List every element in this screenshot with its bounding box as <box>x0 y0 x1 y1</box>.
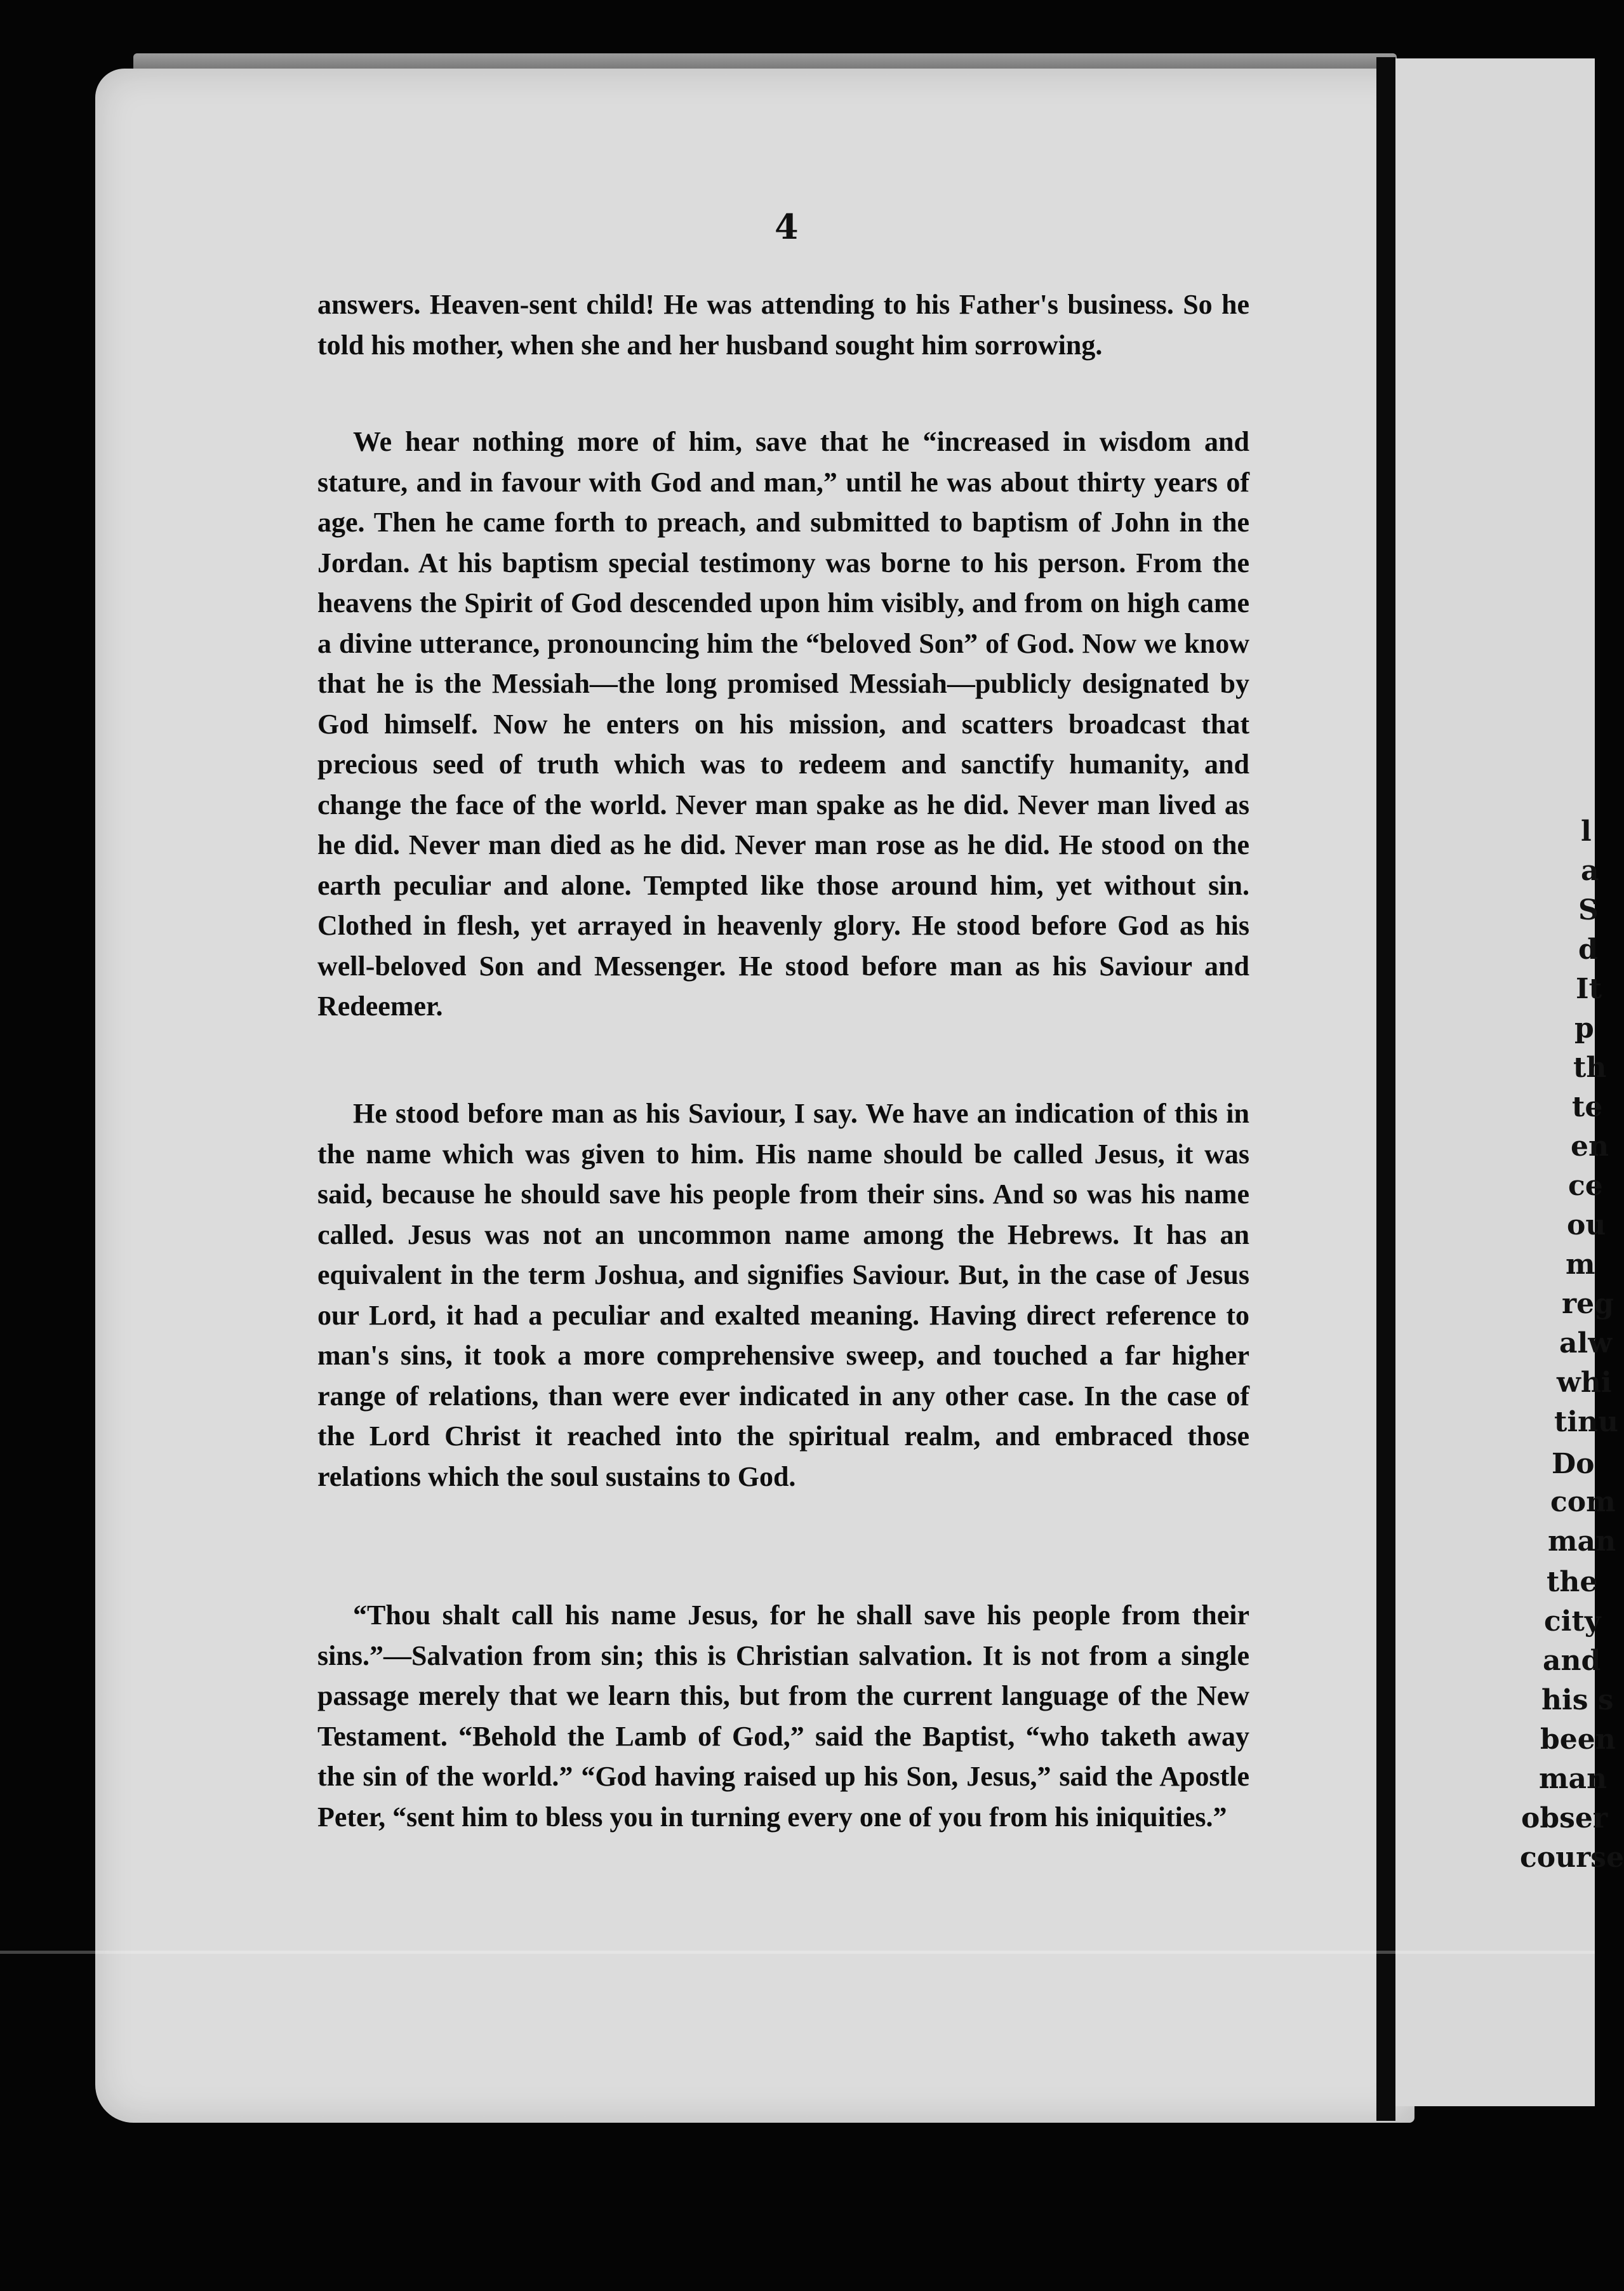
facing-page-fragment: and <box>1543 1645 1601 1677</box>
facing-page-fragment: man <box>1539 1763 1607 1795</box>
facing-page-fragment: com <box>1550 1486 1616 1518</box>
paragraph-3: He stood before man as his Saviour, I say. We have an indication of this in the name which was given to him. His name should be called Jesus, it was said, because he should save his people from their sins. And so was his name called. Jesus was not an uncommon name among the Hebrews. It has an equivalent in the term Joshua, and signifies Saviour. But, in the case of Jesus our Lord, it had a peculiar and exalted meaning. Having direct reference to man's sins, it took a more comprehensive sweep, and touched a far higher range of relations, than were ever indicated in any other case. In the case of the Lord Christ it reached into the spiritual realm, and embraced those relations which the soul sustains to God. <box>317 1098 1249 1492</box>
facing-page-fragment: d <box>1578 933 1598 966</box>
facing-page-fragment: city <box>1544 1605 1601 1638</box>
facing-page-fragment: te <box>1572 1091 1603 1123</box>
facing-page-fragment: S <box>1578 894 1599 926</box>
facing-page-fragment: ce <box>1568 1170 1603 1202</box>
paragraph-1: answers. Heaven-sent child! He was attending to his Father's business. So he told his mother, when she and her husband sought him sorrowing. <box>317 289 1249 361</box>
facing-page-fragment: a <box>1581 855 1599 887</box>
facing-page-fragment: obser <box>1521 1802 1608 1834</box>
facing-page-fragment: p <box>1574 1012 1594 1045</box>
paragraph-4: “Thou shalt call his name Jesus, for he shall save his people from their sins.”—Salvation from sin; this is Christian salvation. It is not from a single passage merely that we learn this, but from the current language of the New Testament. “Behold the Lamb of God,” said the Baptist, “who taketh away the sin of the world.” “God having raised up his Son, Jesus,” said the Apostle Peter, “sent him to bless you in turning every one of you from his iniquities.” <box>317 1600 1249 1833</box>
facing-page-fragment: been <box>1540 1723 1616 1756</box>
facing-page-fragment: l <box>1581 815 1592 848</box>
facing-page-fragment: course <box>1520 1841 1624 1874</box>
facing-page-fragment: whi <box>1557 1366 1612 1399</box>
facing-page <box>1395 58 1598 2106</box>
facing-page-fragment: en <box>1571 1130 1609 1163</box>
facing-page-fragment: ou <box>1567 1209 1606 1241</box>
paragraph-2: We hear nothing more of him, save that he “increased in wisdom and stature, and in favour with God and man,” until he was about thirty years of age. Then he came forth to preach, and submitted to baptism of John in the Jordan. At his baptism special testimony was borne to his person. From the heavens the Spirit of God descended upon him visibly, and from on high came a divine utterance, pronouncing him the “beloved Son” of God. Now we know that he is the Messiah—the long promised Messiah—publicly designated by God himself. Now he enters on his mission, and scatters broadcast that precious seed of truth which was to redeem and sanctify humanity, and change the face of the world. Never man spake as he did. Never man lived as he did. Never man died as he did. Never man rose as he did. He stood on the earth peculiar and alone. Tempted like those around him, yet without sin. Clothed in flesh, yet arrayed in heavenly glory. He stood before God as his well-beloved Son and Messenger. He stood before man as his Saviour and Redeemer. <box>317 426 1249 1022</box>
facing-page-fragment: tinu <box>1554 1406 1619 1438</box>
facing-page-fragment: man <box>1548 1525 1616 1558</box>
facing-page-fragment: m <box>1566 1248 1595 1281</box>
facing-page-fragment: the <box>1547 1566 1598 1598</box>
page-number: 4 <box>775 206 799 247</box>
book-binding <box>1376 57 1395 2121</box>
facing-page-fragment: alw <box>1559 1327 1613 1359</box>
facing-page-fragment: his s <box>1541 1684 1614 1716</box>
facing-page-fragment: Do <box>1552 1448 1595 1480</box>
facing-page-fragment: reg <box>1562 1288 1614 1320</box>
facing-page-fragment: th <box>1573 1052 1607 1084</box>
scan-artifact-line <box>0 1951 1595 1954</box>
facing-page-fragment: It <box>1576 973 1602 1005</box>
